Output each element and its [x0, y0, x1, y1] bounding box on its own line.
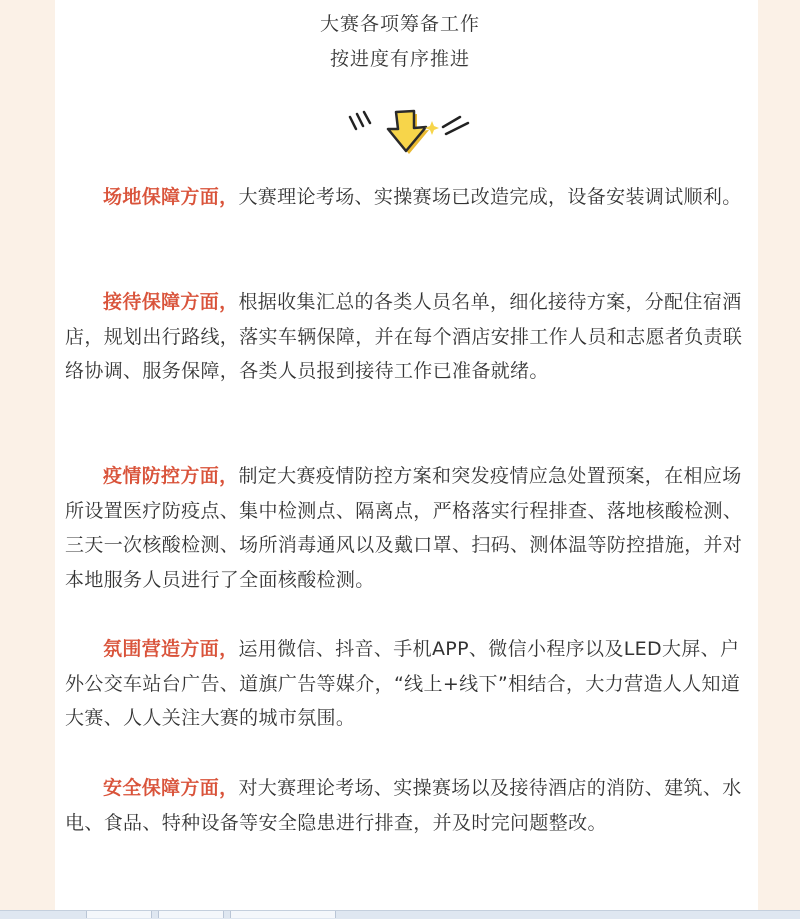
- section-venue: [65, 180, 745, 215]
- section-body: 大赛理论考场、实操赛场已改造完成，设备安装调试顺利。: [238, 186, 742, 208]
- bottom-tab-1[interactable]: [86, 911, 152, 918]
- section-body: 根据收集汇总的各类人员名单，细化接待方案，分配住宿酒店，规划出行路线，落实车辆保障，并在每个酒店安排工作人员和志愿者负责联络协调、服务保障，各类人员报到接待工作已准备就绪。: [65, 291, 743, 382]
- header-line-2: 按进度有序推进: [329, 48, 470, 70]
- down-arrow-icon: [340, 103, 480, 163]
- down-arrow-decoration: [340, 103, 480, 163]
- motion-line-left-1: [350, 117, 356, 129]
- bottom-tab-2[interactable]: [158, 911, 224, 918]
- sparkle: [425, 121, 439, 135]
- motion-line-left-2: [357, 114, 363, 126]
- section-safety: [65, 771, 745, 840]
- section-lead: 接待保障方面，: [103, 291, 239, 313]
- arrow-shape: [388, 111, 426, 151]
- section-epidemic: [65, 459, 745, 597]
- section-body: 制定大赛疫情防控方案和突发疫情应急处置预案，在相应场所设置医疗防疫点、集中检测点、隔离点，严格落实行程排查、落地核酸检测、三天一次核酸检测、场所消毒通风以及戴口罩、扫码、测体温等防控措施，并对本地服务人员进行了全面核酸检测。: [65, 465, 743, 591]
- motion-line-left-3: [364, 112, 370, 123]
- section-body: 运用微信、抖音、手机APP、微信小程序以及LED大屏、户外公交车站台广告、道旗广告等媒介，“线上+线下”相结合，大力营造人人知道大赛、人人关注大赛的城市氛围。: [65, 638, 741, 729]
- header-line-1: 大赛各项筹备工作: [319, 13, 480, 35]
- motion-line-right-1: [443, 117, 460, 127]
- section-body: 对大赛理论考场、实操赛场以及接待酒店的消防、建筑、水电、食品、特种设备等安全隐患进行排查，并及时完问题整改。: [65, 777, 742, 834]
- section-reception: [65, 285, 745, 389]
- bottom-tab-3[interactable]: [230, 911, 336, 918]
- section-lead: 氛围营造方面，: [103, 638, 239, 660]
- section-lead: 疫情防控方面，: [103, 465, 239, 487]
- section-lead: 安全保障方面，: [103, 777, 239, 799]
- section-lead: 场地保障方面，: [103, 186, 239, 208]
- section-atmosphere: [65, 632, 745, 736]
